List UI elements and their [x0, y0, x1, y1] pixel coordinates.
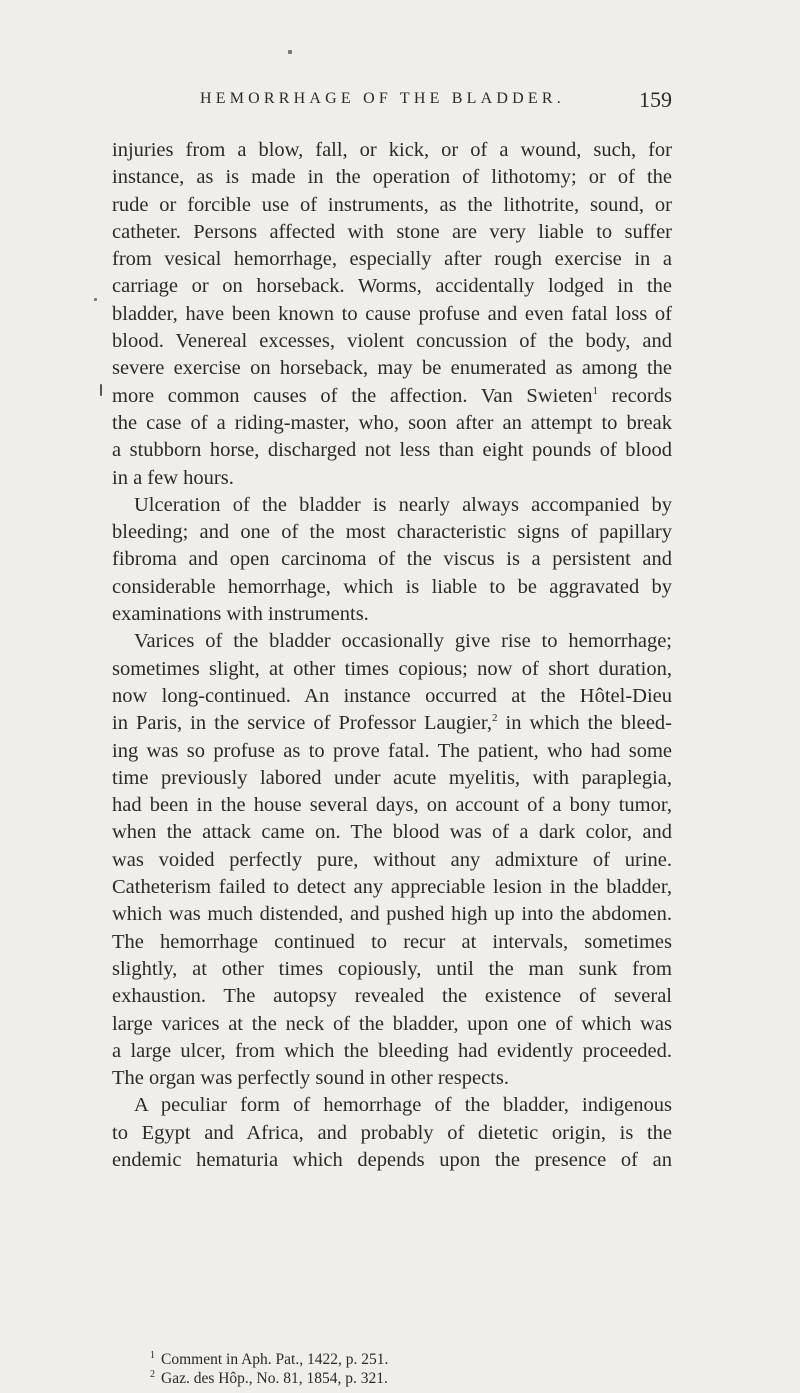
- footnote-text: Gaz. des Hôp., No. 81, 1854, p. 321.: [161, 1370, 388, 1387]
- text-segment: in Paris, in the service of Professor Laugier,: [112, 712, 492, 735]
- page-header: [200, 87, 672, 120]
- text-line: when the attack came on. The blood was of a dark color, and: [112, 821, 672, 844]
- paragraph-start-line: Varices of the bladder occasionally give rise to hemorrhage;: [134, 630, 672, 653]
- footnote-mark: 2: [150, 1368, 155, 1380]
- text-line: the case of a riding-master, who, soon after an attempt to break: [112, 411, 672, 434]
- text-line: ing was so profuse as to prove fatal. The patient, who had some: [112, 739, 672, 762]
- print-speck: [100, 384, 102, 396]
- text-line: which was much distended, and pushed high up into the abdomen.: [112, 903, 672, 926]
- text-line: examinations with instruments.: [112, 603, 369, 626]
- text-line: had been in the house several days, on account of a bony tumor,: [112, 794, 672, 817]
- print-speck: [94, 298, 97, 301]
- text-segment: in which the bleed-: [497, 712, 672, 735]
- footnote-1: [112, 1350, 672, 1369]
- text-segment: records: [597, 384, 672, 407]
- page-number: 159: [639, 87, 672, 112]
- text-line: endemic hematuria which depends upon the presence of an: [112, 1148, 672, 1171]
- footnote-2: [112, 1369, 672, 1388]
- text-line: in a few hours.: [112, 466, 234, 489]
- text-line: severe exercise on horseback, may be enumerated as among the: [112, 357, 672, 380]
- text-line-with-reference: [112, 383, 672, 410]
- text-line: bleeding; and one of the most characteristic signs of papillary: [112, 521, 672, 544]
- footnote-ref-1: 1: [592, 384, 598, 397]
- text-line: exhaustion. The autopsy revealed the existence of several: [112, 985, 672, 1008]
- body-text: [112, 137, 672, 1174]
- text-line: blood. Venereal excesses, violent concussion of the body, and: [112, 330, 672, 353]
- text-line: sometimes slight, at other times copious; now of short duration,: [112, 657, 672, 680]
- footnote-ref-2: 2: [492, 712, 498, 725]
- text-line: rude or forcible use of instruments, as the lithotrite, sound, or: [112, 193, 672, 216]
- text-line: was voided perfectly pure, without any admixture of urine.: [112, 848, 672, 871]
- text-line: The organ was perfectly sound in other respects.: [112, 1067, 509, 1090]
- text-line: injuries from a blow, fall, or kick, or of a wound, such, for: [112, 139, 672, 161]
- text-segment: more common causes of the affection. Van Swieten: [112, 384, 593, 407]
- text-line: catheter. Persons affected with stone are very liable to suffer: [112, 220, 672, 243]
- text-line-with-reference: [112, 710, 672, 737]
- footnote-text: Comment in Aph. Pat., 1422, p. 251.: [161, 1351, 389, 1368]
- text-line: instance, as is made in the operation of lithotomy; or of the: [112, 166, 672, 189]
- text-line: bladder, have been known to cause profuse and even fatal loss of: [112, 302, 672, 325]
- print-speck: [288, 50, 292, 54]
- text-line: now long-continued. An instance occurred at the Hôtel-Dieu: [112, 684, 672, 707]
- footnote-mark: 1: [150, 1349, 155, 1361]
- text-line: time previously labored under acute myelitis, with paraplegia,: [112, 766, 672, 789]
- text-line: large varices at the neck of the bladder, upon one of which was: [112, 1012, 672, 1035]
- text-line: Catheterism failed to detect any appreciable lesion in the bladder,: [112, 876, 672, 899]
- footnotes: [112, 1350, 672, 1388]
- paragraph-start-line: A peculiar form of hemorrhage of the bladder, indigenous: [134, 1094, 672, 1117]
- text-line: a large ulcer, from which the bleeding had evidently proceeded.: [112, 1039, 672, 1062]
- text-line: slightly, at other times copiously, until the man sunk from: [112, 957, 672, 980]
- text-line: The hemorrhage continued to recur at intervals, sometimes: [112, 930, 672, 953]
- text-line: carriage or on horseback. Worms, accidentally lodged in the: [112, 275, 672, 298]
- text-line: considerable hemorrhage, which is liable to be aggravated by: [112, 575, 672, 598]
- text-line: from vesical hemorrhage, especially after rough exercise in a: [112, 248, 672, 271]
- text-line: to Egypt and Africa, and probably of dietetic origin, is the: [112, 1121, 672, 1144]
- text-line: fibroma and open carcinoma of the viscus is a persistent and: [112, 548, 672, 571]
- text-line: a stubborn horse, discharged not less than eight pounds of blood: [112, 439, 672, 462]
- paragraph-start-line: Ulceration of the bladder is nearly always accompanied by: [134, 493, 672, 516]
- running-title: HEMORRHAGE OF THE BLADDER.: [200, 90, 565, 107]
